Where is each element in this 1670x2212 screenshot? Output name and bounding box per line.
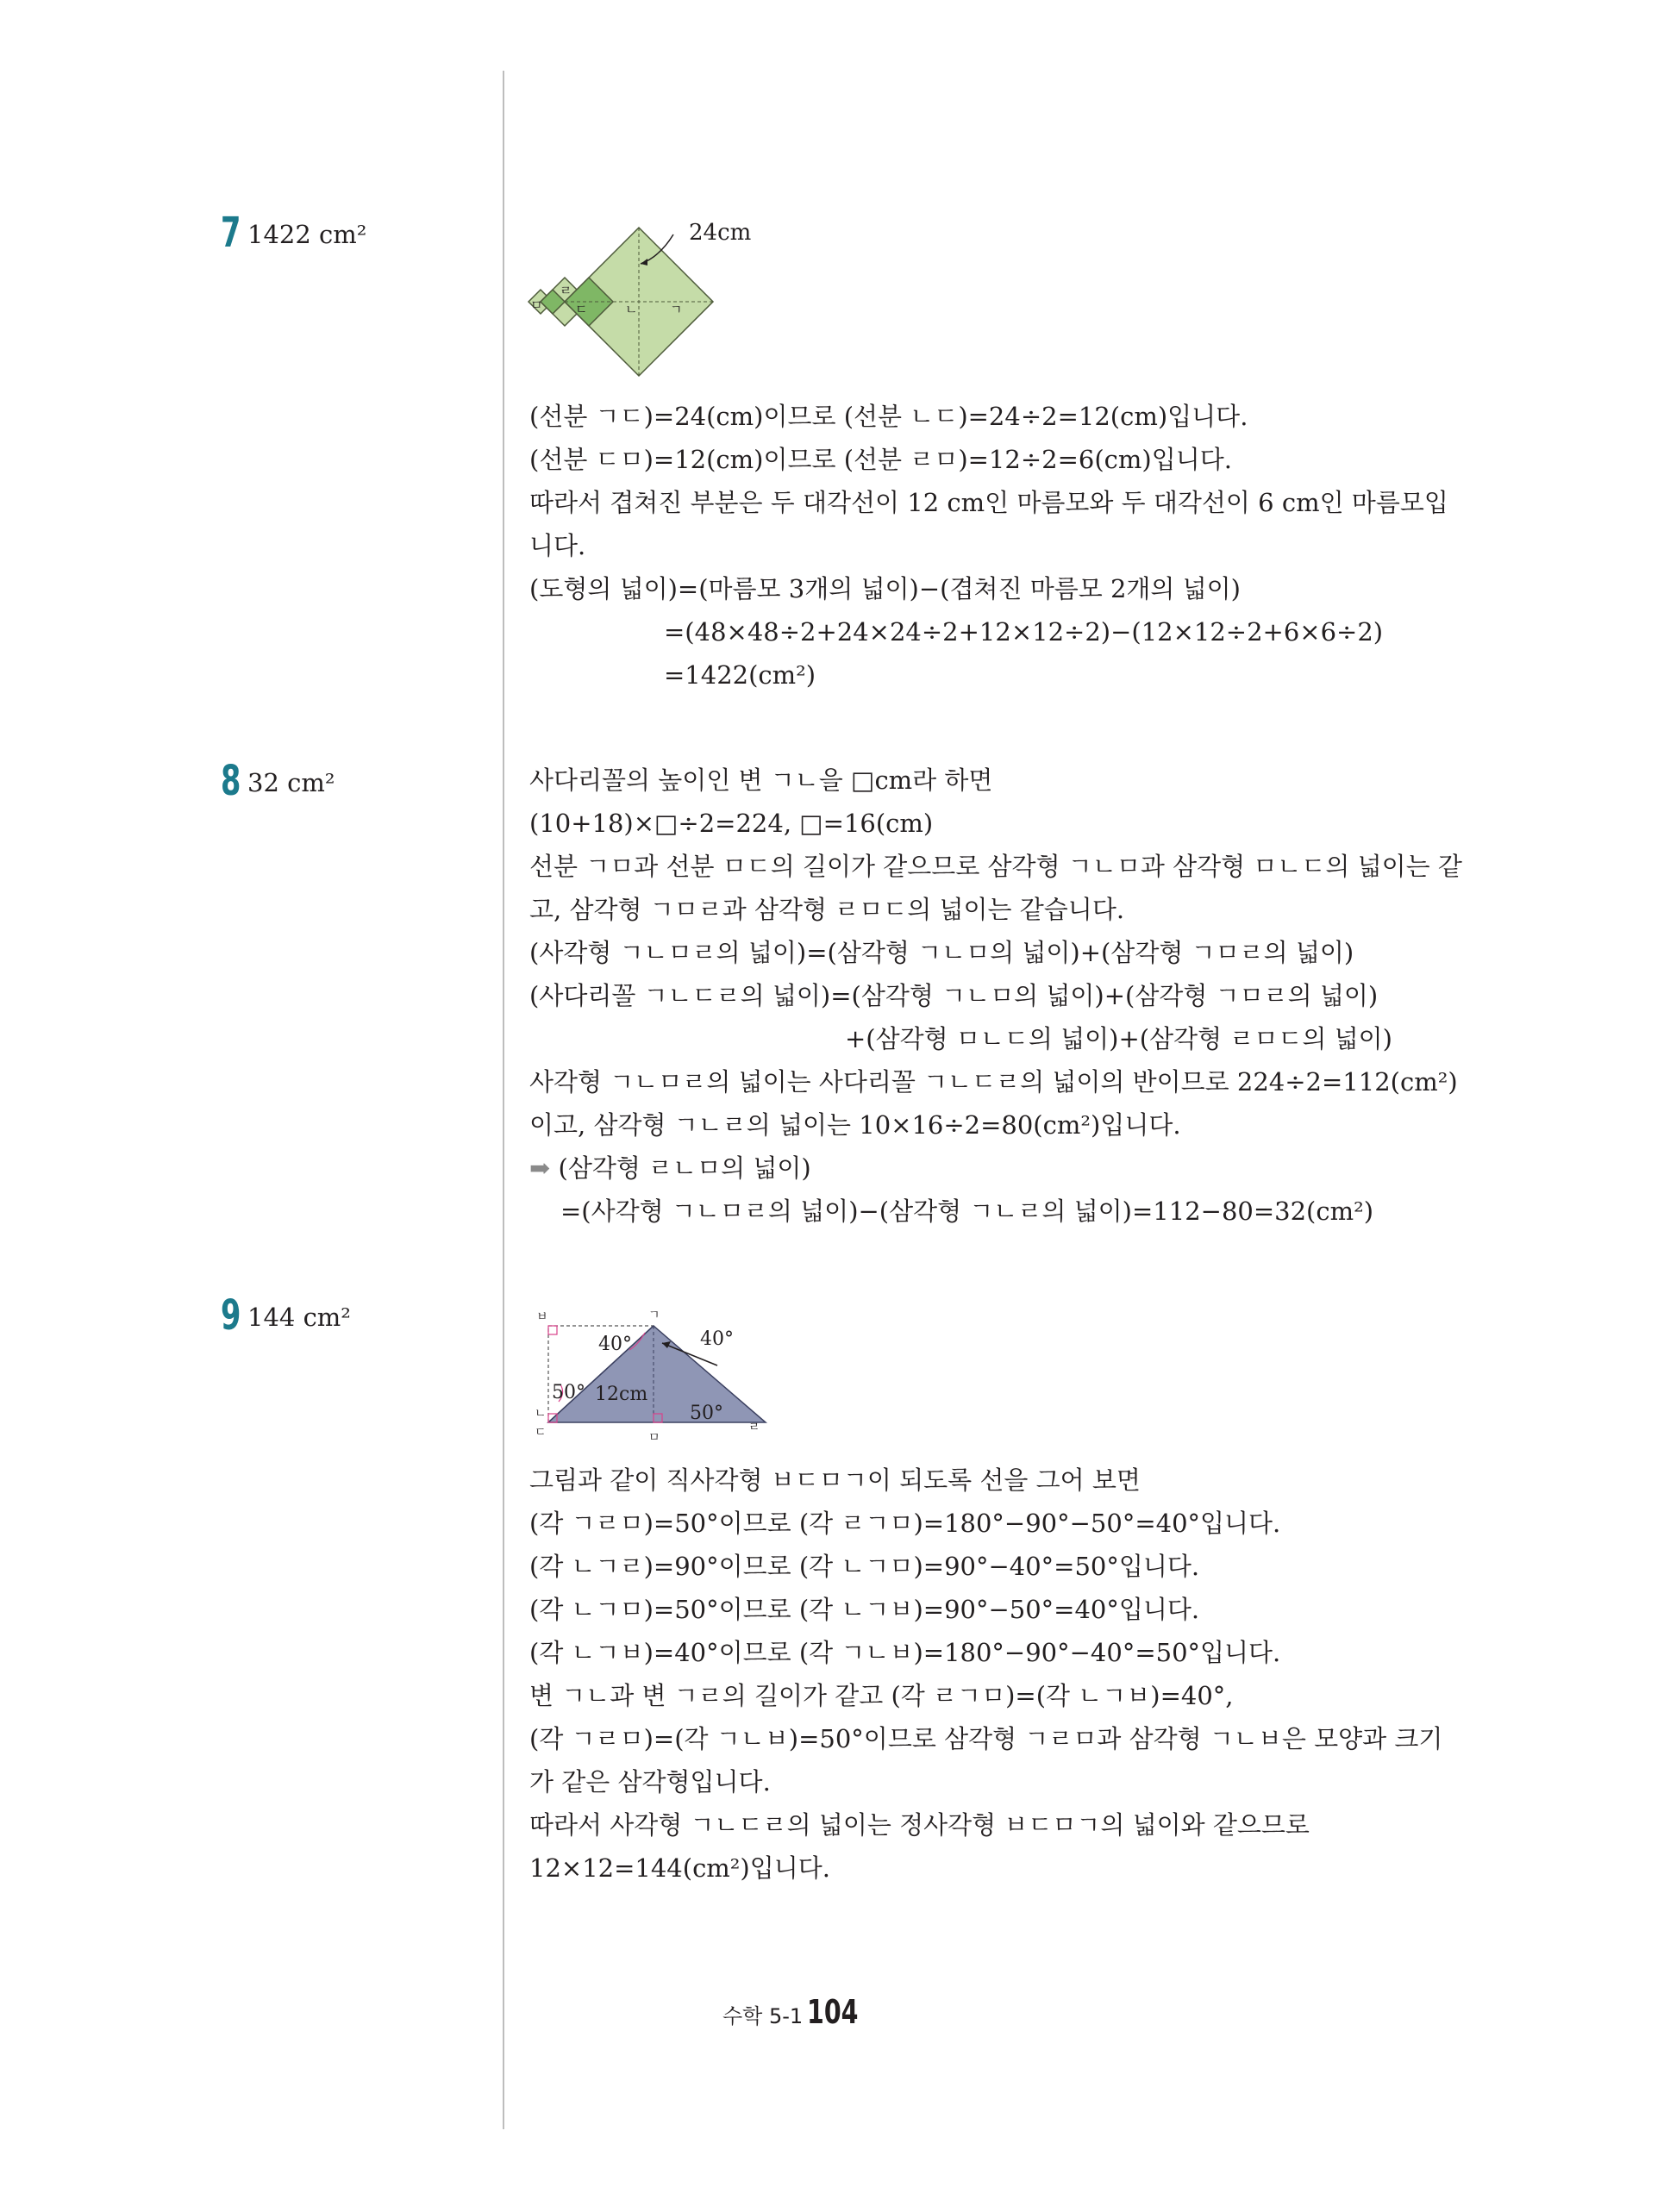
solution-line: 그림과 같이 직사각형 ㅂㄷㅁㄱ이 되도록 선을 그어 보면: [529, 1465, 1141, 1495]
solution-line: (10+18)×□÷2=224, □=16(cm): [529, 809, 934, 838]
page-number: 104: [807, 1993, 859, 2031]
vertex-label: ㄷ: [575, 302, 588, 317]
solution-text: (삼각형 ㄹㄴㅁ의 넓이): [558, 1153, 811, 1183]
problem-7-solution: [529, 395, 1448, 697]
problem-7-answer: 1422 cm²: [247, 220, 367, 249]
angle-label: 40°: [598, 1334, 632, 1355]
solution-line: 고, 삼각형 ㄱㅁㄹ과 삼각형 ㄹㅁㄷ의 넓이는 같습니다.: [529, 895, 1125, 924]
solution-line: 사다리꼴의 높이인 변 ㄱㄴ을 □cm라 하면: [529, 765, 993, 795]
solution-line: 변 ㄱㄴ과 변 ㄱㄹ의 길이가 같고 (각 ㄹㄱㅁ)=(각 ㄴㄱㅂ)=40°,: [529, 1681, 1234, 1710]
problem-9-trapezoid-figure: [528, 1302, 778, 1448]
solution-line: 12×12=144(cm²)입니다.: [529, 1853, 831, 1883]
vertex-label: ㄱ: [648, 1309, 660, 1322]
angle-label: 40°: [700, 1328, 734, 1350]
solution-line: (사각형 ㄱㄴㅁㄹ의 넓이)=(삼각형 ㄱㄴㅁ의 넓이)+(삼각형 ㄱㅁㄹ의 넓이): [529, 938, 1354, 967]
solution-line: 따라서 겹쳐진 부분은 두 대각선이 12 cm인 마름모와 두 대각선이 6 cm인 마름모입: [529, 488, 1448, 517]
column-divider: [503, 71, 504, 2129]
solution-line: 따라서 사각형 ㄱㄴㄷㄹ의 넓이는 정사각형 ㅂㄷㅁㄱ의 넓이와 같으므로: [529, 1810, 1310, 1840]
solution-line: [529, 1147, 1462, 1190]
length-label: 12cm: [595, 1384, 648, 1405]
solution-line: +(삼각형 ㅁㄴㄷ의 넓이)+(삼각형 ㄹㅁㄷ의 넓이): [845, 1024, 1392, 1053]
vertex-label: ㄴ: [625, 302, 638, 317]
solution-line: (사다리꼴 ㄱㄴㄷㄹ의 넓이)=(삼각형 ㄱㄴㅁ의 넓이)+(삼각형 ㄱㅁㄹ의 넓이): [529, 981, 1379, 1010]
solution-line: =(사각형 ㄱㄴㅁㄹ의 넓이)−(삼각형 ㄱㄴㄹ의 넓이)=112−80=32(cm²): [560, 1197, 1374, 1226]
arrow-icon: ➡: [529, 1153, 551, 1183]
problem-7-rhombus-figure-main: [522, 216, 780, 388]
solution-line: 사각형 ㄱㄴㅁㄹ의 넓이는 사다리꼴 ㄱㄴㄷㄹ의 넓이의 반이므로 224÷2=112(cm²): [529, 1067, 1458, 1097]
solution-line: 니다.: [529, 531, 586, 560]
angle-label: 50°: [552, 1382, 585, 1403]
problem-7-number: 7: [221, 209, 241, 257]
problem-9-number: 9: [221, 1291, 241, 1340]
solution-line: 이고, 삼각형 ㄱㄴㄹ의 넓이는 10×16÷2=80(cm²)입니다.: [529, 1110, 1181, 1140]
solution-line: (각 ㄴㄱㄹ)=90°이므로 (각 ㄴㄱㅁ)=90°−40°=50°입니다.: [529, 1552, 1200, 1581]
solution-line: (각 ㄱㄹㅁ)=(각 ㄱㄴㅂ)=50°이므로 삼각형 ㄱㄹㅁ과 삼각형 ㄱㄴㅂ은 모양과 크기: [529, 1724, 1443, 1753]
solution-line: (선분 ㄱㄷ)=24(cm)이므로 (선분 ㄴㄷ)=24÷2=12(cm)입니다.: [529, 402, 1248, 431]
solution-line: (선분 ㄷㅁ)=12(cm)이므로 (선분 ㄹㅁ)=12÷2=6(cm)입니다.: [529, 445, 1232, 474]
problem-9-solution: [529, 1459, 1442, 1890]
problem-8-answer: 32 cm²: [247, 768, 335, 797]
solution-line: =(48×48÷2+24×24÷2+12×12÷2)−(12×12÷2+6×6÷2): [664, 617, 1384, 647]
problem-7-figure-label: 24cm: [689, 220, 752, 246]
angle-label: 50°: [690, 1403, 723, 1424]
problem-8-number: 8: [221, 757, 241, 805]
vertex-label: ㄷ: [535, 1426, 547, 1440]
solution-line: (도형의 넓이)=(마름모 3개의 넓이)−(겹쳐진 마름모 2개의 넓이): [529, 574, 1242, 603]
solution-line: =1422(cm²): [664, 660, 816, 690]
vertex-label: ㅁ: [648, 1431, 660, 1445]
solution-line: 가 같은 삼각형입니다.: [529, 1767, 771, 1796]
vertex-label: ㄹ: [748, 1421, 760, 1434]
vertex-label: ㄴ: [535, 1407, 547, 1421]
solution-line: (각 ㄴㄱㅁ)=50°이므로 (각 ㄴㄱㅂ)=90°−50°=40°입니다.: [529, 1595, 1200, 1624]
vertex-label: ㄱ: [670, 302, 683, 317]
vertex-label: ㅁ: [530, 297, 543, 313]
page-footer: [722, 1993, 876, 2031]
problem-8-solution: [529, 759, 1462, 1233]
solution-line: (각 ㄱㄹㅁ)=50°이므로 (각 ㄹㄱㅁ)=180°−90°−50°=40°입니다.: [529, 1509, 1281, 1538]
footer-subject: 수학 5-1: [722, 2004, 804, 2028]
problem-9-answer: 144 cm²: [247, 1303, 351, 1332]
vertex-label: ㄹ: [560, 283, 572, 298]
vertex-label: ㅂ: [536, 1310, 548, 1324]
solution-line: (각 ㄴㄱㅂ)=40°이므로 (각 ㄱㄴㅂ)=180°−90°−40°=50°입니다.: [529, 1638, 1281, 1667]
solution-line: 선분 ㄱㅁ과 선분 ㅁㄷ의 길이가 같으므로 삼각형 ㄱㄴㅁ과 삼각형 ㅁㄴㄷ의 넓이는 같: [529, 852, 1462, 881]
